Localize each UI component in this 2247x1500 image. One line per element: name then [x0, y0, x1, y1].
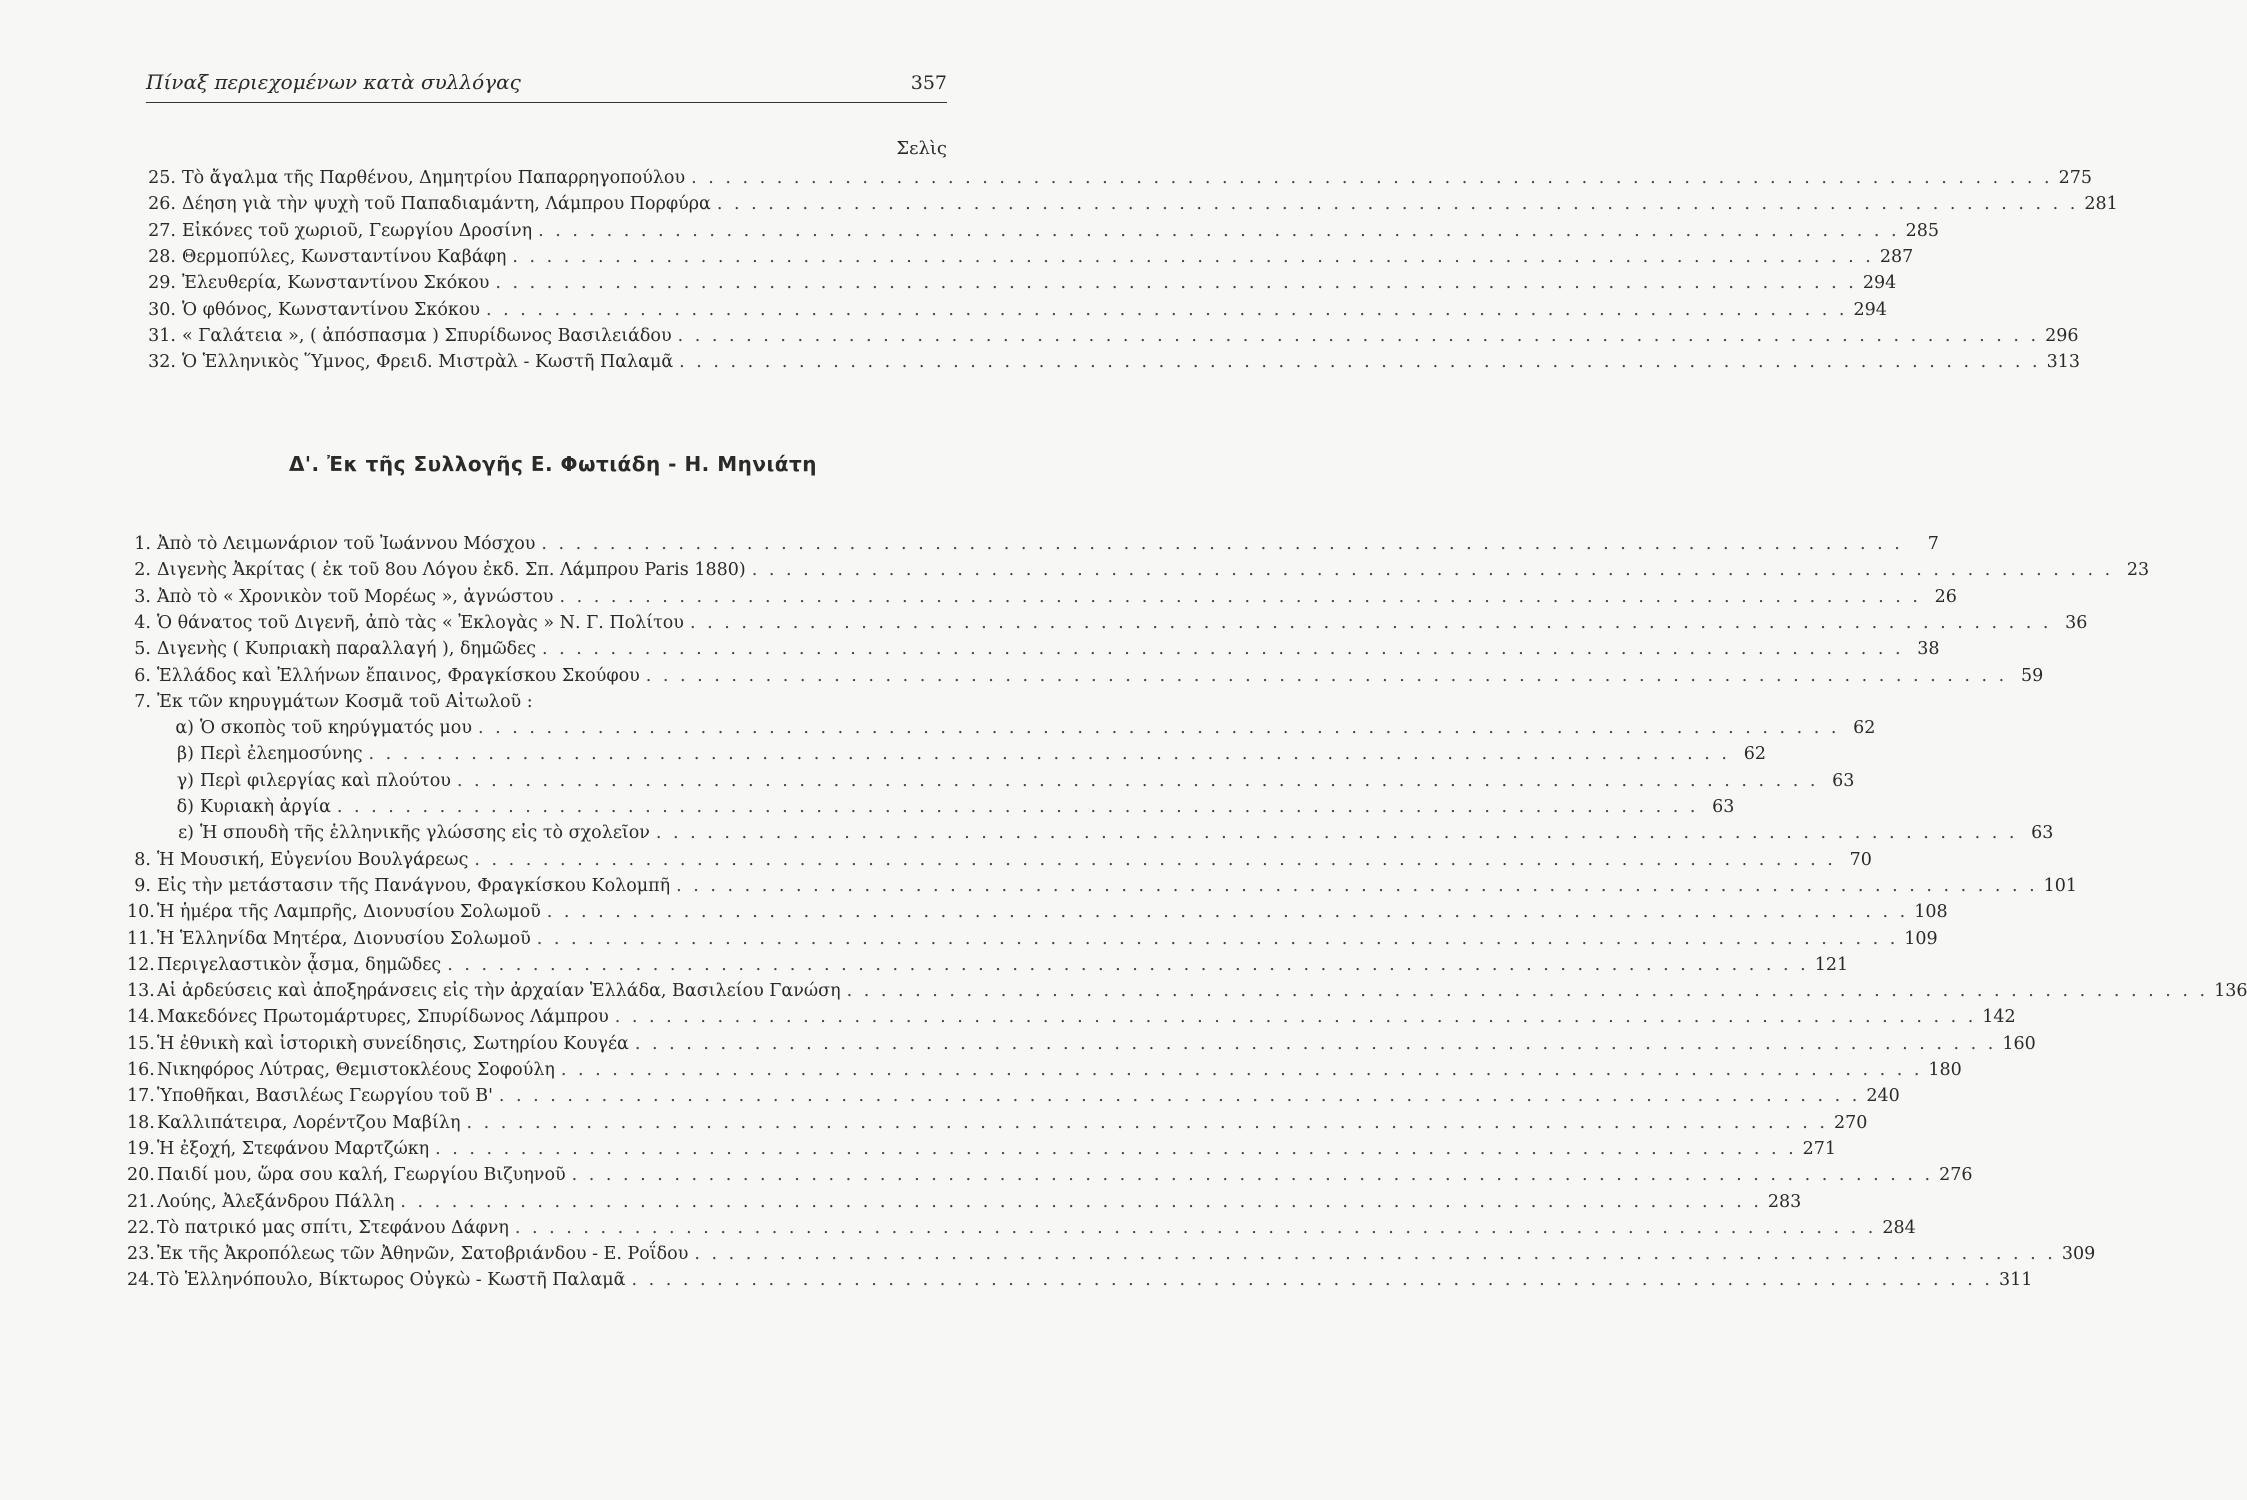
entry-number: 6. [134, 665, 151, 686]
dot-leader: . . . . . . . . . . . . . . . . . . . . . . . . . . . . . . . . . . . . . . . . . . . . . . . . . . . . . . . . . . . . . . . . . . . . . . . . . . . . . . . . [694, 1244, 2056, 1265]
entry-title: Εἰκόνες τοῦ χωριοῦ, Γεωργίου Δροσίνη [182, 220, 533, 241]
entry-number: 5. [134, 639, 151, 660]
entry-title: Δέηση γιὰ τὴν ψυχὴ τοῦ Παπαδιαμάντη, Λάμπρου Πορφύρα [182, 194, 711, 215]
toc-entry [127, 873, 2078, 899]
entry-title: Ὑποθῆκαι, Βασιλέως Γεωργίου τοῦ Β' [157, 1086, 493, 1107]
entry-title: Ὁ σκοπὸς τοῦ κηρύγματός μου [200, 718, 472, 739]
entry-number: 9. [134, 875, 151, 896]
entry-page: 142 [1982, 1007, 2016, 1028]
dot-leader: . . . . . . . . . . . . . . . . . . . . . . . . . . . . . . . . . . . . . . . . . . . . . . . . . . . . . . . . . . . . . . . . . . . . . . . . . . . . . . . . [645, 665, 2008, 686]
entry-title: Κυριακὴ ἀργία [200, 797, 331, 817]
entry-title: Θερμοπύλες, Κωνσταντίνου Καβάφη [182, 246, 507, 267]
toc-entry [127, 847, 1872, 873]
toc-entry [127, 1215, 1916, 1241]
entry-page: 70 [1849, 849, 1872, 870]
entry-number: 13. [127, 981, 155, 1002]
entry-title: Διγενὴς Ἀκρίτας ( ἐκ τοῦ 8ου Λόγου ἐκδ. Σπ. Λάμπρου Paris 1880) [157, 560, 746, 581]
dot-leader: . . . . . . . . . . . . . . . . . . . . . . . . . . . . . . . . . . . . . . . . . . . . . . . . . . . . . . . . . . . . . . . . . . . . . . . . . . . . . . . . [691, 168, 2053, 188]
entry-title: Ἡ ἡμέρα τῆς Λαμπρῆς, Διονυσίου Σολωμοῦ [157, 902, 541, 923]
entry-number: 18. [127, 1112, 155, 1133]
entry-number: 32. [148, 352, 176, 373]
entry-title: Περὶ ἐλεημοσύνης [200, 744, 363, 765]
entry-number: 4. [134, 612, 151, 633]
dot-leader: . . . . . . . . . . . . . . . . . . . . . . . . . . . . . . . . . . . . . . . . . . . . . . . . . . . . . . . . . . . . . . . . . . . . . . . . . . . . . . . . [751, 560, 2114, 581]
entry-number: 3. [134, 586, 151, 607]
entry-page: 62 [1743, 744, 1766, 765]
entry-title: Λούης, Ἀλεξάνδρου Πάλλη [157, 1191, 395, 1212]
toc-entry [127, 1110, 1868, 1136]
entry-page: 136 [2214, 981, 2247, 1002]
entry-title: Εἰς τὴν μετάστασιν τῆς Πανάγνου, Φραγκίσκου Κολομπῆ [157, 875, 671, 896]
toc-entry [127, 1162, 1973, 1188]
entry-page: 309 [2061, 1244, 2096, 1265]
dot-leader: . . . . . . . . . . . . . . . . . . . . . . . . . . . . . . . . . . . . . . . . . . . . . . . . . . . . . . . . . . . . . . . . . . . . . . . . . . . . . . . . [676, 875, 2038, 896]
entry-title: Τὸ ἄγαλμα τῆς Παρθένου, Δημητρίου Παπαρρηγοπούλου [182, 168, 686, 188]
entry-page: 313 [2046, 352, 2081, 373]
entry-page: 285 [1905, 220, 1940, 241]
toc-entry [127, 1057, 1962, 1083]
entry-number: 29. [148, 273, 176, 294]
entry-title: Περὶ φιλεργίας καὶ πλούτου [200, 770, 451, 791]
entry-title: Ἐκ τῶν κηρυγμάτων Κοσμᾶ τοῦ Αἰτωλοῦ : [157, 691, 533, 712]
entry-page: 63 [1832, 770, 1855, 791]
entry-page: 160 [2002, 1033, 2036, 1054]
entry-title: Καλλιπάτειρα, Λορέντζου Μαβίλη [157, 1112, 461, 1133]
entry-page: 108 [1914, 902, 1948, 923]
entry-number: 8. [134, 849, 151, 870]
dot-leader: . . . . . . . . . . . . . . . . . . . . . . . . . . . . . . . . . . . . . . . . . . . . . . . . . . . . . . . . . . . . . . . . . . . . . . . . . . . . . . . . [538, 220, 1900, 241]
entry-page: 294 [1862, 273, 1897, 294]
entry-number: 28. [148, 246, 176, 267]
entry-page: 23 [2126, 560, 2150, 581]
entry-page: 283 [1767, 1191, 1802, 1212]
entry-number: 7. [134, 691, 151, 712]
dot-leader: . . . . . . . . . . . . . . . . . . . . . . . . . . . . . . . . . . . . . . . . . . . . . . . . . . . . . . . . . . . . . . . . . . . . . . . . . . . . . . . . [677, 325, 2040, 346]
dot-leader: . . . . . . . . . . . . . . . . . . . . . . . . . . . . . . . . . . . . . . . . . . . . . . . . . . . . . . . . . . . . . . . . . . . . . . . . . . . . . . . . [846, 981, 2209, 1002]
entry-number: β) [177, 744, 194, 765]
entry-page: 296 [2045, 325, 2079, 346]
entry-title: Ἑλλάδος καὶ Ἑλλήνων ἔπαινος, Φραγκίσκου Σκούφου [157, 665, 640, 686]
entry-title: Ἐλευθερία, Κωνσταντίνου Σκόκου [182, 273, 490, 294]
dot-leader: . . . . . . . . . . . . . . . . . . . . . . . . . . . . . . . . . . . . . . . . . . . . . . . . . . . . . . . . . . . . . . . . . . . . . . . . . . . . . . . . [514, 1217, 1877, 1238]
toc-entry [127, 1241, 2096, 1267]
entry-page: 180 [1928, 1060, 1962, 1080]
entry-page: 294 [1853, 299, 1887, 320]
dot-leader: . . . . . . . . . . . . . . . . . . . . . . . . . . . . . . . . . . . . . . . . . . . . . . . . . . . . . . . . . . . . . . . . . . . . . . . . . . . . . . . . [495, 273, 1857, 294]
entry-title: Περιγελαστικὸν ᾆσμα, δημῶδες [157, 954, 442, 975]
toc-entry [127, 1136, 1837, 1162]
entry-title: Τὸ πατρικό μας σπίτι, Στεφάνου Δάφνη [157, 1217, 509, 1238]
toc-entry [127, 689, 947, 715]
dot-leader: . . . . . . . . . . . . . . . . . . . . . . . . . . . . . . . . . . . . . . . . . . . . . . . . . . . . . . . . . . . . . . . . . . . . . . . . . . . . . . . . [559, 586, 1921, 607]
dot-leader: . . . . . . . . . . . . . . . . . . . . . . . . . . . . . . . . . . . . . . . . . . . . . . . . . . . . . . . . . . . . . . . . . . . . . . . . . . . . . . . . [655, 823, 2018, 844]
entry-title: Ὁ Ἑλληνικὸς Ὕμνος, Φρειδ. Μιστρὰλ - Κωστῆ Παλαμᾶ [182, 352, 674, 373]
entry-number: 27. [148, 220, 176, 241]
toc-entry [127, 636, 1940, 662]
entry-number: 31. [148, 325, 176, 346]
toc-entry [127, 899, 1948, 925]
entry-number: 26. [148, 194, 176, 215]
entry-number: 11. [127, 928, 155, 949]
entry-title: Διγενὴς ( Κυπριακὴ παραλλαγή ), δημῶδες [157, 639, 537, 660]
toc-entry [127, 1004, 2016, 1030]
toc-entry [170, 715, 1876, 741]
entry-page: 101 [2043, 875, 2078, 896]
dot-leader: . . . . . . . . . . . . . . . . . . . . . . . . . . . . . . . . . . . . . . . . . . . . . . . . . . . . . . . . . . . . . . . . . . . . . . . . . . . . . . . . [466, 1112, 1828, 1133]
entry-title: Ὁ θάνατος τοῦ Διγενῆ, ἀπὸ τὰς « Ἐκλογὰς » Ν. Γ. Πολίτου [157, 612, 684, 633]
dot-leader: . . . . . . . . . . . . . . . . . . . . . . . . . . . . . . . . . . . . . . . . . . . . . . . . . . . . . . . . . . . . . . . . . . . . . . . . . . . . . . . . [541, 534, 1903, 554]
page-header [146, 68, 947, 103]
entry-page: 240 [1866, 1086, 1900, 1107]
entry-title: Ἡ σπουδὴ τῆς ἑλληνικῆς γλώσσης εἰς τὸ σχολεῖον [200, 823, 650, 844]
toc-entry [127, 926, 1938, 952]
dot-leader: . . . . . . . . . . . . . . . . . . . . . . . . . . . . . . . . . . . . . . . . . . . . . . . . . . . . . . . . . . . . . . . . . . . . . . . . . . . . . . . . [536, 928, 1899, 949]
dot-leader: . . . . . . . . . . . . . . . . . . . . . . . . . . . . . . . . . . . . . . . . . . . . . . . . . . . . . . . . . . . . . . . . . . . . . . . . . . . . . . . . [716, 194, 2079, 215]
entry-page: 284 [1882, 1217, 1916, 1238]
dot-leader: . . . . . . . . . . . . . . . . . . . . . . . . . . . . . . . . . . . . . . . . . . . . . . . . . . . . . . . . . . . . . . . . . . . . . . . . . . . . . . . . [400, 1191, 1762, 1212]
entry-number: 17. [127, 1086, 155, 1107]
dot-leader: . . . . . . . . . . . . . . . . . . . . . . . . . . . . . . . . . . . . . . . . . . . . . . . . . . . . . . . . . . . . . . . . . . . . . . . . . . . . . . . . [435, 1138, 1797, 1159]
entry-page: 121 [1814, 954, 1849, 975]
dot-leader: . . . . . . . . . . . . . . . . . . . . . . . . . . . . . . . . . . . . . . . . . . . . . . . . . . . . . . . . . . . . . . . . . . . . . . . . . . . . . . . . [546, 902, 1909, 923]
entry-title: Τὸ Ἑλληνόπουλο, Βίκτωρος Οὐγκὼ - Κωστῆ Παλαμᾶ [157, 1270, 626, 1291]
toc-entry [127, 978, 2247, 1004]
entry-title: Ἀπὸ τὸ Λειμωνάριον τοῦ Ἰωάννου Μόσχου [157, 534, 536, 554]
entry-page: 63 [2031, 823, 2054, 844]
dot-leader: . . . . . . . . . . . . . . . . . . . . . . . . . . . . . . . . . . . . . . . . . . . . . . . . . . . . . . . . . . . . . . . . . . . . . . . . . . . . . . . . [614, 1007, 1977, 1028]
dot-leader: . . . . . . . . . . . . . . . . . . . . . . . . . . . . . . . . . . . . . . . . . . . . . . . . . . . . . . . . . . . . . . . . . . . . . . . . . . . . . . . . [477, 718, 1840, 739]
entry-page: 311 [1998, 1270, 2033, 1291]
toc-entry [170, 768, 1855, 794]
dot-leader: . . . . . . . . . . . . . . . . . . . . . . . . . . . . . . . . . . . . . . . . . . . . . . . . . . . . . . . . . . . . . . . . . . . . . . . . . . . . . . . . [498, 1086, 1861, 1107]
entry-number: 23. [127, 1244, 155, 1265]
toc-entry [146, 349, 2081, 375]
entry-title: « Γαλάτεια », ( ἀπόσπασμα ) Σπυρίδωνος Βασιλειάδου [182, 325, 672, 346]
toc-entry [127, 1267, 2033, 1293]
entry-number: δ) [176, 797, 194, 817]
toc-entry [146, 297, 1887, 323]
entry-number: 25. [148, 168, 176, 188]
entry-title: Νικηφόρος Λύτρας, Θεμιστοκλέους Σοφούλη [157, 1060, 555, 1080]
toc-entry [170, 741, 1766, 767]
entry-page: 109 [1904, 928, 1938, 949]
entry-number: 10. [127, 902, 155, 923]
entry-page: 38 [1917, 639, 1940, 660]
running-title: Πίναξ περιεχομένων κατὰ συλλόγας [146, 70, 521, 94]
entry-title: Ἡ ἐξοχή, Στεφάνου Μαρτζώκη [157, 1138, 430, 1159]
entry-page: 281 [2084, 194, 2118, 215]
entry-title: Μακεδόνες Πρωτομάρτυρες, Σπυρίδωνος Λάμπρου [157, 1007, 609, 1028]
entry-number: 12. [127, 954, 155, 975]
toc-entry [146, 244, 1914, 270]
toc-entry [170, 794, 1735, 820]
dot-leader: . . . . . . . . . . . . . . . . . . . . . . . . . . . . . . . . . . . . . . . . . . . . . . . . . . . . . . . . . . . . . . . . . . . . . . . . . . . . . . . . [368, 744, 1730, 765]
entry-number: α) [175, 718, 194, 739]
toc-entry [146, 165, 2092, 191]
page-number: 357 [910, 72, 947, 94]
toc-entry [127, 610, 2088, 636]
entry-title: Αἱ ἀρδεύσεις καὶ ἀποξηράνσεις εἰς τὴν ἀρχαίαν Ἑλλάδα, Βασιλείου Γανώση [157, 981, 841, 1002]
entry-number: 30. [148, 299, 176, 320]
entry-number: 16. [127, 1060, 155, 1080]
entry-page: 276 [1939, 1165, 1973, 1186]
dot-leader: . . . . . . . . . . . . . . . . . . . . . . . . . . . . . . . . . . . . . . . . . . . . . . . . . . . . . . . . . . . . . . . . . . . . . . . . . . . . . . . . [560, 1060, 1923, 1080]
entry-title: Ἡ Μουσική, Εὐγενίου Βουλγάρεως [157, 849, 469, 870]
entry-page: 62 [1853, 718, 1876, 739]
entry-number: 21. [127, 1191, 155, 1212]
section-title: Δ'. Ἐκ τῆς Συλλογῆς Ε. Φωτιάδη - Η. Μηνιάτη [288, 452, 818, 476]
dot-leader: . . . . . . . . . . . . . . . . . . . . . . . . . . . . . . . . . . . . . . . . . . . . . . . . . . . . . . . . . . . . . . . . . . . . . . . . . . . . . . . . [447, 954, 1809, 975]
dot-leader: . . . . . . . . . . . . . . . . . . . . . . . . . . . . . . . . . . . . . . . . . . . . . . . . . . . . . . . . . . . . . . . . . . . . . . . . . . . . . . . . [679, 352, 2041, 373]
toc-entry [127, 1189, 1802, 1215]
toc-entry [127, 952, 1849, 978]
dot-leader: . . . . . . . . . . . . . . . . . . . . . . . . . . . . . . . . . . . . . . . . . . . . . . . . . . . . . . . . . . . . . . . . . . . . . . . . . . . . . . . . [571, 1165, 1934, 1186]
toc-entry [127, 557, 2150, 583]
toc-entry [127, 1031, 2036, 1057]
toc-entry [127, 663, 2044, 689]
dot-leader: . . . . . . . . . . . . . . . . . . . . . . . . . . . . . . . . . . . . . . . . . . . . . . . . . . . . . . . . . . . . . . . . . . . . . . . . . . . . . . . . [456, 770, 1819, 791]
entry-title: Παιδί μου, ὥρα σου καλή, Γεωργίου Βιζυηνοῦ [157, 1165, 566, 1186]
entry-number: 22. [127, 1217, 155, 1238]
toc-entry [146, 191, 2118, 217]
entry-page: 287 [1879, 246, 1914, 267]
entry-number: 14. [127, 1007, 155, 1028]
toc-entry [127, 1083, 1900, 1109]
entry-title: Ἐκ τῆς Ἀκροπόλεως τῶν Ἀθηνῶν, Σατοβριάνδου - Ε. Ροΐδου [157, 1244, 689, 1265]
entry-number: 2. [134, 560, 151, 581]
entry-page: 63 [1712, 797, 1735, 817]
dot-leader: . . . . . . . . . . . . . . . . . . . . . . . . . . . . . . . . . . . . . . . . . . . . . . . . . . . . . . . . . . . . . . . . . . . . . . . . . . . . . . . . [512, 246, 1874, 267]
entry-number: γ) [176, 770, 194, 791]
toc-entry [170, 820, 2054, 846]
toc-entry [146, 323, 2079, 349]
entry-page: 270 [1833, 1112, 1868, 1133]
entry-page: 271 [1802, 1138, 1837, 1159]
page-column-heading: Σελὶς [896, 138, 947, 159]
dot-leader: . . . . . . . . . . . . . . . . . . . . . . . . . . . . . . . . . . . . . . . . . . . . . . . . . . . . . . . . . . . . . . . . . . . . . . . . . . . . . . . . [485, 299, 1848, 320]
entry-number: ε) [178, 823, 194, 844]
toc-entry [146, 270, 1897, 296]
entry-page: 7 [1927, 534, 1939, 554]
entry-title: Ὁ φθόνος, Κωνσταντίνου Σκόκου [182, 299, 480, 320]
dot-leader: . . . . . . . . . . . . . . . . . . . . . . . . . . . . . . . . . . . . . . . . . . . . . . . . . . . . . . . . . . . . . . . . . . . . . . . . . . . . . . . . [336, 797, 1699, 817]
toc-entry [127, 584, 1957, 610]
entry-page: 275 [2058, 168, 2092, 188]
entry-page: 59 [2020, 665, 2044, 686]
entry-number: 15. [127, 1033, 155, 1054]
entry-number: 20. [127, 1165, 155, 1186]
toc-entry [146, 218, 1940, 244]
entry-title: Ἡ ἐθνικὴ καὶ ἱστορικὴ συνείδησις, Σωτηρίου Κουγέα [157, 1033, 629, 1054]
entry-page: 26 [1934, 586, 1957, 607]
entry-title: Ἡ Ἑλληνίδα Μητέρα, Διονυσίου Σολωμοῦ [157, 928, 531, 949]
toc-entry [127, 531, 1939, 557]
dot-leader: . . . . . . . . . . . . . . . . . . . . . . . . . . . . . . . . . . . . . . . . . . . . . . . . . . . . . . . . . . . . . . . . . . . . . . . . . . . . . . . . [542, 639, 1904, 660]
dot-leader: . . . . . . . . . . . . . . . . . . . . . . . . . . . . . . . . . . . . . . . . . . . . . . . . . . . . . . . . . . . . . . . . . . . . . . . . . . . . . . . . [634, 1033, 1997, 1054]
dot-leader: . . . . . . . . . . . . . . . . . . . . . . . . . . . . . . . . . . . . . . . . . . . . . . . . . . . . . . . . . . . . . . . . . . . . . . . . . . . . . . . . [474, 849, 1836, 870]
entry-number: 19. [127, 1138, 155, 1159]
dot-leader: . . . . . . . . . . . . . . . . . . . . . . . . . . . . . . . . . . . . . . . . . . . . . . . . . . . . . . . . . . . . . . . . . . . . . . . . . . . . . . . . [631, 1270, 1993, 1291]
dot-leader: . . . . . . . . . . . . . . . . . . . . . . . . . . . . . . . . . . . . . . . . . . . . . . . . . . . . . . . . . . . . . . . . . . . . . . . . . . . . . . . . [689, 612, 2052, 633]
entry-title: Ἀπὸ τὸ « Χρονικὸν τοῦ Μορέως », ἀγνώστου [157, 586, 554, 607]
entry-number: 24. [127, 1270, 155, 1291]
entry-page: 36 [2065, 612, 2088, 633]
entry-number: 1. [134, 534, 151, 554]
